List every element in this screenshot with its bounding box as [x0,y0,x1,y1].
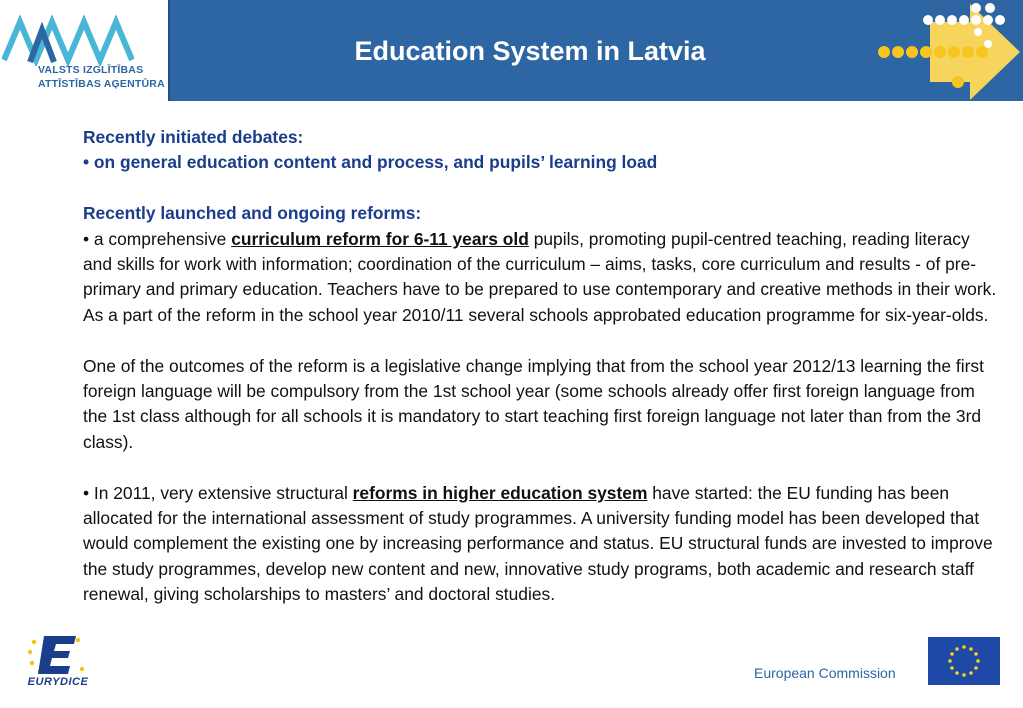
eu-flag-icon [928,637,1000,685]
agency-wave-logo-icon [2,8,134,66]
higher-education-lead: • In 2011, very extensive structural [83,482,353,503]
foreign-language-paragraph: One of the outcomes of the reform is a legislative change implying that from the school year 2012/13 learning the first foreign language will be compulsory from the 1st school year (some schools already offer first foreign language from the 1st class although for all schools it is mandatory to start teaching first foreign language not later than from the 3rd class). [83,355,984,452]
eurydice-e-icon [18,632,98,678]
debates-bullet: • on general education content and process, and pupils’ learning load [83,152,658,173]
eurydice-logo [18,632,98,690]
higher-education-rest: have started: the EU funding has been allocated for the international assessment of study programmes. A university funding model has been developed that would complement the existing one by increasing performance and status. EU structural funds are invested to improve the study programmes, develop new content and new, innovative study programs, both academic and research staff renewal, giving scholarships to masters’ and doctoral studies. [83,482,993,605]
agency-logo-line-1: VALSTS IZGLĪTĪBAS [38,64,144,76]
page-title: Education System in Latvia [354,36,706,66]
debates-heading: Recently initiated debates: [83,127,304,147]
higher-education-paragraph [83,481,1003,608]
slide-header [0,0,1023,101]
reforms-heading: Recently launched and ongoing reforms: [83,203,422,224]
curriculum-reform-lead: • a comprehensive [83,228,232,249]
higher-education-link[interactable]: reforms in higher education system [352,482,648,503]
decorative-dots-arrow-icon [870,0,1023,101]
curriculum-reform-link[interactable]: curriculum reform for 6-11 years old [231,228,529,249]
slide-body [83,125,1003,608]
curriculum-reform-paragraph [83,227,1003,329]
curriculum-reform-rest: pupils, promoting pupil-centred teaching, reading literacy and skills for work with information; coordination of the curriculum – aims, tasks, core curriculum and results - of pre-primary and primary education. Teachers have to be prepared to use contemporary and creative methods in their work. As a part of the reform in the school year 2010/11 several schools approbated education programme for six-year-olds. [83,228,997,325]
agency-logo [0,0,170,101]
european-commission-label: European Commission [754,665,896,681]
agency-logo-line-2: ATTĪSTĪBAS AĢENTŪRA [38,78,165,90]
eurydice-label: EURYDICE [27,676,89,688]
